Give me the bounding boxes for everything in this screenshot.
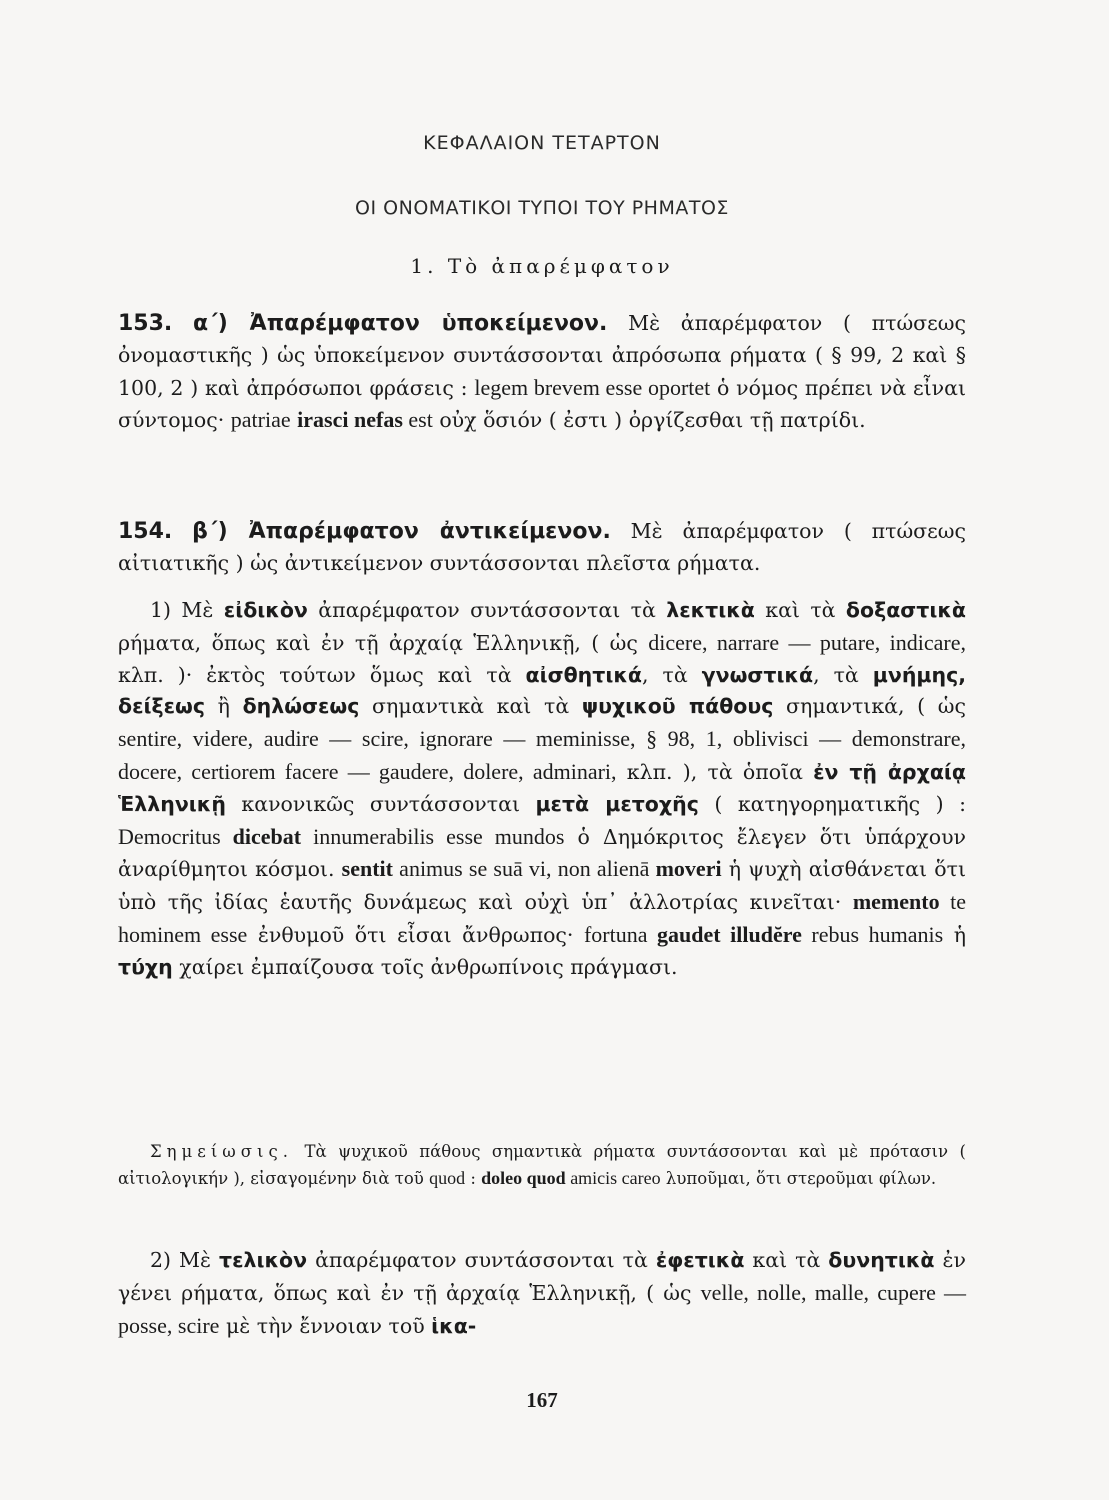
subparagraph-2 (118, 1245, 966, 1342)
section-title: 1. Τὸ ἀπαρέμφατον (410, 254, 674, 278)
latin-text: te hominem esse (118, 889, 966, 947)
text: κανονικῶς συντάσσονται (225, 791, 536, 816)
paragraph-154 (118, 516, 966, 580)
text: κλπ. )· ἐκτὸς τούτων ὅμως καὶ τὰ (118, 662, 526, 687)
part-title: ΟΙ ΟΝΟΜΑΤΙΚΟΙ ΤΥΠΟΙ ΤΟΥ ΡΗΜΑΤΟΣ (355, 197, 729, 219)
bold-term: δηλώσεως (242, 694, 360, 719)
text: Μὲ ἀπαρέμφατον ( πτώσεως αἰτιατικῆς ) ὡς ἀντικείμενον συντάσσονται πλεῖστα ρήματα. (118, 519, 966, 575)
text: ἡ (943, 922, 966, 947)
bold-term: ἐν τῇ ἀρχαίᾳ Ἑλληνικῇ (118, 759, 966, 816)
bold-term: αἰσθητικά (525, 662, 642, 687)
bold-term: δυνητικὰ (828, 1248, 935, 1272)
text: ἐν γένει ρήματα, ὅπως καὶ ἐν τῇ ἀρχαίᾳ Ἑλληνικῇ, ( ὡς (118, 1248, 966, 1305)
latin-text: sentire, videre, audire — scire, ignorare — meminisse, § 98, 1, oblivisci — demonstrare, docere, certiorem facere — gaudere, dolere, adminari, (118, 726, 966, 784)
note-label: Σημείωσις. (150, 1142, 293, 1161)
paragraph-heading: β΄) Ἀπαρέμφατον ἀντικείμενον. (192, 519, 611, 544)
text: ὁ νόμος πρέπει νὰ εἶναι σύντομος· (118, 375, 966, 433)
note (118, 1138, 966, 1192)
bold-term: γνωστικά (701, 662, 814, 687)
text: λυποῦμαι, ὅτι στεροῦμαι φίλων. (660, 1169, 937, 1188)
paragraph-153 (118, 308, 966, 437)
text: Μὲ ἀπαρέμφατον ( πτώσεως ὀνομαστικῆς ) ὡς ὑποκείμενον συντάσσονται ἀπρόσωπα ρήματα ( § 99, 2 καὶ § 100, 2 ) καὶ ἀπρόσωποι φράσεις : (118, 311, 966, 400)
bold-term: τύχη (118, 954, 173, 979)
bold-term: δοξαστικὰ (845, 598, 966, 622)
latin-bold-text: sentit (341, 856, 393, 882)
latin-text: amicis careo (565, 1168, 661, 1188)
chapter-title: ΚΕΦΑΛΑΙΟΝ ΤΕΤΑΡΤΟΝ (423, 132, 661, 154)
bold-term: ἱκα- (431, 1313, 477, 1338)
text: οὐχ ὅσιόν ( ἐστι ) ὀργίζεσθαι τῇ πατρίδι. (432, 408, 866, 433)
latin-text: dicere, narrare — putare, indicare, (648, 629, 966, 655)
text: ἀπαρέμφατον συντάσσονται τὰ (307, 598, 667, 622)
text: καὶ τὰ (744, 1248, 829, 1272)
text: σημαντικά, ( ὡς (773, 694, 966, 719)
text: κλπ. ), τὰ ὁποῖα (616, 759, 814, 784)
latin-text: animus se suā vi, non alienā (393, 856, 656, 882)
bold-term: τελικὸν (219, 1248, 308, 1272)
latin-text: est (402, 407, 433, 433)
text: ρήματα, ὅπως καὶ ἐν τῇ ἀρχαίᾳ Ἑλληνικῇ, ( ὡς (118, 630, 649, 655)
text: 1) Μὲ (150, 598, 224, 622)
paragraph-heading: α΄) Ἀπαρέμφατον ὑποκείμενον. (192, 311, 608, 336)
bold-term: ἐφετικὰ (655, 1248, 745, 1272)
text: ( κατηγορηματικῆς ) : (698, 791, 967, 816)
subparagraph-1 (118, 595, 966, 984)
bold-term: λεκτικὰ (666, 598, 755, 622)
paragraph-number: 154. (118, 519, 173, 544)
text: : (465, 1169, 482, 1188)
text: , τὰ (641, 662, 702, 687)
latin-text: innumerabilis esse mundos (301, 823, 565, 849)
latin-bold-text: dicebat (232, 823, 302, 849)
text: ἀπαρέμφατον συντάσσονται τὰ (307, 1248, 656, 1272)
text: 2) Μὲ (150, 1248, 220, 1272)
text: ὁ Δημόκριτος ἔλεγεν ὅτι ὑπάρχουν ἀναρίθμητοι κόσμοι. (118, 824, 966, 882)
text: , τὰ (813, 662, 873, 687)
text: ἐνθυμοῦ ὅτι εἶσαι ἄνθρωπος· (247, 922, 584, 947)
text: σημαντικὰ καὶ τὰ (359, 694, 582, 719)
latin-text: fortuna (583, 921, 658, 947)
paragraph-number: 153. (118, 311, 173, 336)
bold-term: μετὰ μετοχῆς (535, 791, 699, 816)
latin-bold-text: moveri (655, 856, 722, 882)
latin-text: quod (429, 1168, 466, 1188)
latin-text: rebus humanis (801, 921, 944, 947)
latin-bold-text: memento (852, 889, 940, 915)
text: Τὰ ψυχικοῦ πάθους σημαντικὰ ρήματα συντάσσονται καὶ μὲ πρότασιν ( αἰτιολογικήν ), εἰσαγομένην διὰ τοῦ (118, 1142, 966, 1188)
latin-text: velle, nolle, malle, cupere — posse, scire (118, 1279, 966, 1338)
bold-term: μνήμης, δείξεως (118, 662, 967, 719)
bold-term: εἰδικὸν (223, 598, 308, 622)
text: μὲ τὴν ἔννοιαν τοῦ (219, 1313, 432, 1338)
text: χαίρει ἐμπαίζουσα τοῖς ἀνθρωπίνοις πράγμασι. (172, 954, 678, 979)
latin-text: patriae (230, 407, 291, 433)
text: ἢ (204, 694, 243, 719)
text: ἡ ψυχὴ αἰσθάνεται ὅτι ὑπὸ τῆς ἰδίας ἑαυτῆς δυνάμεως καὶ οὐχὶ ὑπ᾽ ἀλλοτρίας κινεῖται· (118, 857, 966, 915)
latin-text: legem brevem esse oportet (474, 374, 711, 400)
latin-text: Democritus (118, 823, 233, 849)
latin-bold-text: gaudet illudĕre (657, 921, 802, 947)
text: καὶ τὰ (754, 598, 846, 622)
latin-bold-text: irasci nefas (297, 407, 403, 433)
latin-bold-text: doleo quod (481, 1168, 566, 1188)
page-number: 167 (526, 1388, 558, 1412)
bold-term: ψυχικοῦ πάθους (581, 694, 774, 719)
